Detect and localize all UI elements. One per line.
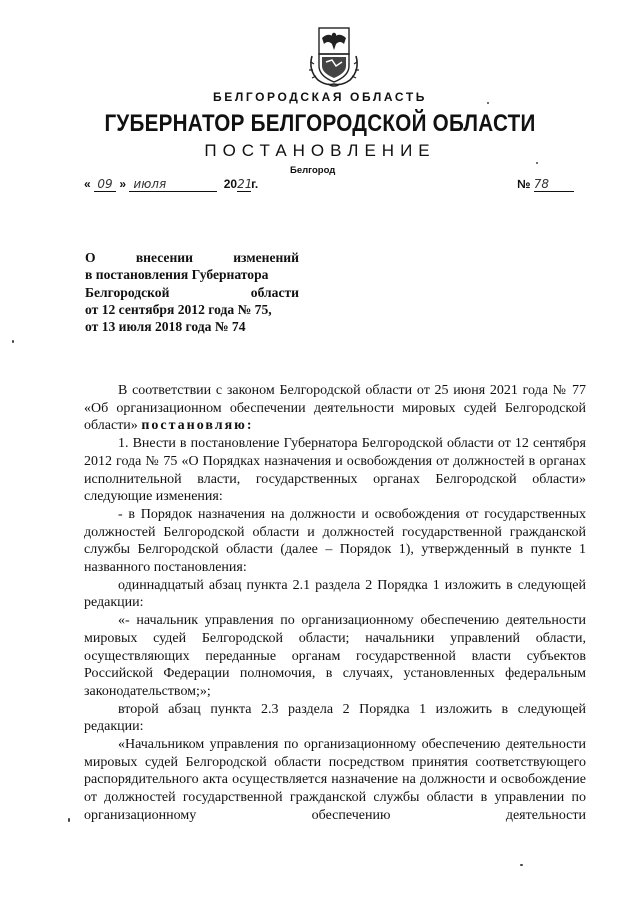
date-close-quote: » xyxy=(119,177,127,191)
scan-speck xyxy=(536,162,538,164)
body-paragraph-5: «- начальник управления по организационному обеспечению деятельности мировых судей Белгородской области; начальники управлений области, осуществляющих переданные органам государственной власти субъектов Российской Федерации полномочия, в случаях, установленных федеральным законодательством;»; xyxy=(84,613,586,699)
document-number xyxy=(517,177,574,192)
coat-of-arms-emblem xyxy=(306,26,362,88)
date-year-prefix: 20 xyxy=(223,177,238,191)
body-paragraph-1 xyxy=(84,382,586,435)
scan-speck xyxy=(68,818,70,822)
date-month: июля xyxy=(129,178,217,192)
subject-word: Белгородской xyxy=(85,284,170,300)
paragraph-text: В соответствии с законом Белгородской области от 25 июня 2021 года № 77 «Об организационном обеспечении деятельности мировых судей Белгородской области» xyxy=(84,383,586,434)
body-paragraph-3: - в Порядок назначения на должности и освобождения от государственных должностей Белгородской области и должностей государственной гражданской службы Белгородской области (далее – Порядок 1), утвержденный в пункте 1 названного постановления: xyxy=(84,506,586,576)
number-label: № xyxy=(517,177,531,191)
body-paragraph-7: «Начальником управления по организационному обеспечению деятельности мировых судей Белгородской области посредством принятия соответствующего распорядительного акта осуществляется назначение на должности и освобождение от должностей государственной гражданской службы области в управлении по организационному обеспечению деятельности xyxy=(84,737,586,823)
subject-line-4: от 12 сентября 2012 года № 75, xyxy=(85,301,272,317)
date-open-quote: « xyxy=(84,177,91,191)
scan-speck xyxy=(487,102,489,104)
document-type: ПОСТАНОВЛЕНИЕ xyxy=(204,141,436,160)
scan-speck xyxy=(12,340,14,343)
body-paragraph-2: 1. Внести в постановление Губернатора Белгородской области от 12 сентября 2012 года № 75 «О Порядках назначения и освобождения от должностей в органах исполнительной власти, государственных органах Белгородской области» следующие изменения: xyxy=(84,436,586,505)
subject-line-5: от 13 июля 2018 года № 74 xyxy=(85,319,246,335)
subject-word: области xyxy=(250,284,299,300)
document-body xyxy=(84,382,586,825)
document-subject xyxy=(85,249,299,335)
subject-line-1 xyxy=(85,249,299,266)
scan-speck xyxy=(520,864,523,866)
date-year-suffix: 21 xyxy=(237,177,253,191)
issuer-title: ГУБЕРНАТОР БЕЛГОРОДСКОЙ ОБЛАСТИ xyxy=(104,110,536,137)
subject-line-3 xyxy=(85,284,299,301)
body-paragraph-6: второй абзац пункта 2.3 раздела 2 Порядка 1 изложить в следующей редакции: xyxy=(84,701,586,735)
document-date xyxy=(84,177,258,192)
date-day: 09 xyxy=(94,178,116,192)
subject-word: изменений xyxy=(233,250,299,265)
date-year-abbr: г. xyxy=(251,177,259,191)
belgorod-coat-of-arms-icon xyxy=(306,26,362,88)
resolution-keyword: постановляю: xyxy=(141,418,254,434)
subject-word: внесении xyxy=(135,250,193,265)
subject-word: О xyxy=(85,250,96,265)
body-paragraph-4: одиннадцатый абзац пункта 2.1 раздела 2 Порядка 1 изложить в следующей редакции: xyxy=(84,577,586,611)
subject-line-2: в постановления Губернатора xyxy=(85,267,269,283)
region-name: БЕЛГОРОДСКАЯ ОБЛАСТЬ xyxy=(213,90,427,104)
number-value: 78 xyxy=(534,178,574,192)
city-name: Белгород xyxy=(290,165,336,176)
